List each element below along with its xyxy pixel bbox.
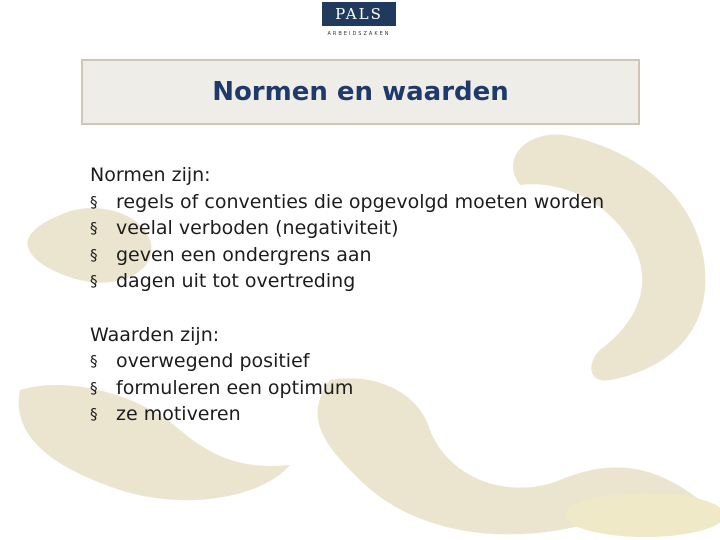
list-item: [90, 375, 670, 402]
section-spacer: [90, 295, 670, 322]
section-heading-normen: Normen zijn:: [90, 164, 211, 186]
list-item: [90, 348, 670, 375]
bullet-icon: §: [90, 272, 98, 290]
title-banner: [81, 59, 640, 125]
list-item-text: regels of conventies die opgevolgd moeten worden: [116, 190, 605, 213]
bullet-icon: §: [90, 352, 98, 370]
bullet-icon: §: [90, 192, 98, 211]
list-item: [90, 401, 670, 428]
list-item-text: overwegend positief: [116, 350, 310, 372]
slide-content: [90, 162, 670, 428]
list-item: [90, 242, 670, 269]
bullet-icon: §: [90, 219, 98, 237]
normen-list: [90, 189, 670, 295]
list-item-text: dagen uit tot overtreding: [116, 270, 356, 292]
bullet-icon: §: [90, 378, 98, 397]
list-item: [90, 215, 670, 242]
section-heading-waarden: Waarden zijn:: [90, 323, 220, 346]
slide-title: Normen en waarden: [212, 77, 509, 107]
list-item: [90, 189, 670, 216]
list-item-text: geven een ondergrens aan: [116, 243, 372, 266]
list-item-text: ze motiveren: [116, 403, 241, 425]
list-item-text: formuleren een optimum: [116, 376, 354, 399]
list-item-text: veelal verboden (negativiteit): [116, 217, 399, 239]
logo-name: PALS: [335, 5, 383, 23]
list-item: [90, 268, 670, 295]
waarden-list: [90, 348, 670, 428]
bullet-icon: §: [90, 245, 98, 264]
bullet-icon: §: [90, 405, 98, 423]
pals-logo: [322, 2, 396, 42]
logo-subtitle: ARBEIDSZAKEN: [327, 31, 391, 37]
